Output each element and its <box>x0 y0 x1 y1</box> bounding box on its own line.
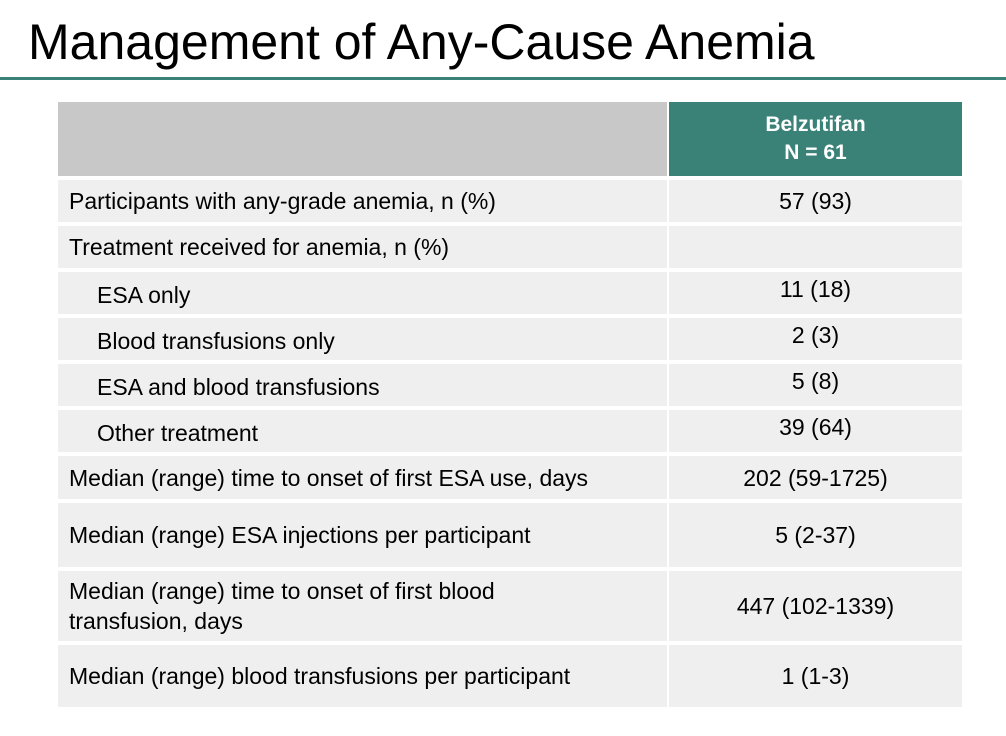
table-row <box>58 364 962 406</box>
row-label: Participants with any-grade anemia, n (%) <box>58 180 667 222</box>
table-row <box>58 645 962 707</box>
table-row <box>58 226 962 268</box>
row-value: 1 (1-3) <box>669 645 962 707</box>
row-value: 11 (18) <box>669 272 962 314</box>
row-value: 57 (93) <box>669 180 962 222</box>
row-label: Other treatment <box>58 410 667 452</box>
page-title: Management of Any-Cause Anemia <box>28 14 815 70</box>
row-value: 5 (2-37) <box>669 503 962 567</box>
row-label: Treatment received for anemia, n (%) <box>58 226 667 268</box>
row-label-line: transfusion, days <box>69 608 243 634</box>
table-header-row <box>58 102 962 176</box>
row-label: Blood transfusions only <box>58 318 667 360</box>
title-divider <box>0 77 1006 80</box>
row-value: 5 (8) <box>669 364 962 406</box>
table-row <box>58 456 962 499</box>
table-row <box>58 571 962 641</box>
table-row <box>58 410 962 452</box>
anemia-management-table <box>58 102 962 711</box>
row-label <box>58 571 667 641</box>
row-label: ESA only <box>58 272 667 314</box>
row-label: Median (range) blood transfusions per participant <box>58 645 667 707</box>
row-label: ESA and blood transfusions <box>58 364 667 406</box>
row-value: 39 (64) <box>669 410 962 452</box>
table-row <box>58 272 962 314</box>
row-value <box>669 226 962 268</box>
table-row <box>58 318 962 360</box>
row-label-line: Median (range) time to onset of first blood <box>69 578 495 604</box>
row-value: 202 (59-1725) <box>669 456 962 499</box>
header-empty-cell <box>58 102 667 176</box>
table-row <box>58 180 962 222</box>
row-label: Median (range) ESA injections per participant <box>58 503 667 567</box>
column-header-n: N = 61 <box>784 141 847 164</box>
column-header-belzutifan <box>669 102 962 176</box>
row-value: 447 (102-1339) <box>669 571 962 641</box>
row-label: Median (range) time to onset of first ESA use, days <box>58 456 667 499</box>
column-header-title: Belzutifan <box>765 113 866 136</box>
row-value: 2 (3) <box>669 318 962 360</box>
table-row <box>58 503 962 567</box>
